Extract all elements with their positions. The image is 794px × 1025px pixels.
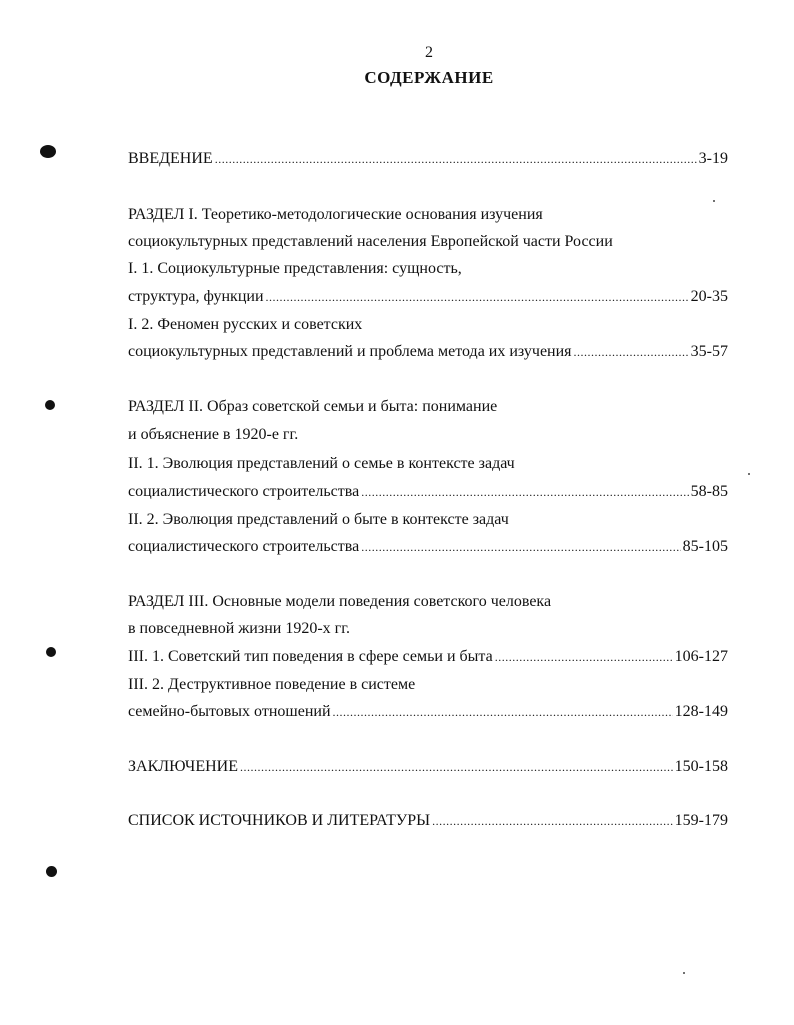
section-heading: РАЗДЕЛ III. Основные модели поведения советского человека: [128, 593, 552, 610]
scan-speck: [713, 200, 715, 202]
toc-entry[interactable]: [128, 702, 728, 722]
toc-entry-pages: 58-85: [690, 483, 728, 500]
toc-entry-label: семейно-бытовых отношений: [128, 703, 331, 720]
toc-entry-label: ВВЕДЕНИЕ: [128, 150, 213, 167]
binder-hole-mark: [40, 145, 56, 158]
toc-entry[interactable]: [128, 287, 728, 307]
toc-entry[interactable]: [128, 647, 728, 667]
toc-entry-conclusion[interactable]: [128, 757, 728, 777]
toc-entry-label: ЗАКЛЮЧЕНИЕ: [128, 758, 238, 775]
section-heading: в повседневной жизни 1920-х гг.: [128, 620, 350, 637]
subsection-title: II. 2. Эволюция представлений о быте в контексте задач: [128, 511, 509, 528]
dot-leader: [574, 342, 689, 362]
binder-hole-mark: [46, 647, 56, 657]
dot-leader: [432, 811, 673, 831]
subsection-title: II. 1. Эволюция представлений о семье в контексте задач: [128, 455, 515, 472]
dot-leader: [361, 482, 688, 502]
section-heading: РАЗДЕЛ II. Образ советской семьи и быта: понимание: [128, 398, 498, 415]
dot-leader: [240, 757, 673, 777]
subsection-title: III. 2. Деструктивное поведение в системе: [128, 676, 416, 693]
section-heading: и объяснение в 1920-е гг.: [128, 426, 299, 443]
toc-entry-pages: 128-149: [674, 703, 728, 720]
toc-entry-intro[interactable]: [128, 149, 728, 169]
subsection-title: I. 2. Феномен русских и советских: [128, 316, 363, 333]
toc-entry-label: СПИСОК ИСТОЧНИКОВ И ЛИТЕРАТУРЫ: [128, 812, 431, 829]
section-heading: социокультурных представлений населения Европейской части России: [128, 233, 613, 250]
toc-entry-sources[interactable]: [128, 811, 728, 831]
toc-entry-label: социалистического строительства: [128, 483, 360, 500]
toc-entry-pages: 20-35: [690, 288, 728, 305]
toc-entry-pages: 106-127: [674, 648, 728, 665]
scan-speck: [748, 473, 750, 475]
subsection-title: I. 1. Социокультурные представления: сущность,: [128, 260, 462, 277]
binder-hole-mark: [45, 400, 55, 410]
page-number: 2: [425, 44, 433, 61]
toc-entry-pages: 159-179: [674, 812, 728, 829]
toc-entry-label: социокультурных представлений и проблема метода их изучения: [128, 343, 572, 360]
toc-entry-pages: 3-19: [698, 150, 728, 167]
toc-entry-pages: 85-105: [682, 538, 728, 555]
dot-leader: [495, 647, 673, 667]
toc-entry-pages: 150-158: [674, 758, 728, 775]
toc-entry-label: социалистического строительства: [128, 538, 360, 555]
section-heading: РАЗДЕЛ I. Теоретико-методологические основания изучения: [128, 206, 543, 223]
toc-entry-label: III. 1. Советский тип поведения в сфере семьи и быта: [128, 648, 493, 665]
dot-leader: [266, 287, 689, 307]
toc-entry[interactable]: [128, 482, 728, 502]
toc-entry[interactable]: [128, 342, 728, 362]
binder-hole-mark: [46, 866, 57, 877]
toc-entry[interactable]: [128, 537, 728, 557]
page-title: СОДЕРЖАНИЕ: [364, 68, 494, 87]
toc-entry-pages: 35-57: [690, 343, 728, 360]
scan-speck: [683, 972, 685, 974]
dot-leader: [215, 149, 697, 169]
dot-leader: [361, 537, 680, 557]
toc-entry-label: структура, функции: [128, 288, 264, 305]
dot-leader: [333, 702, 673, 722]
